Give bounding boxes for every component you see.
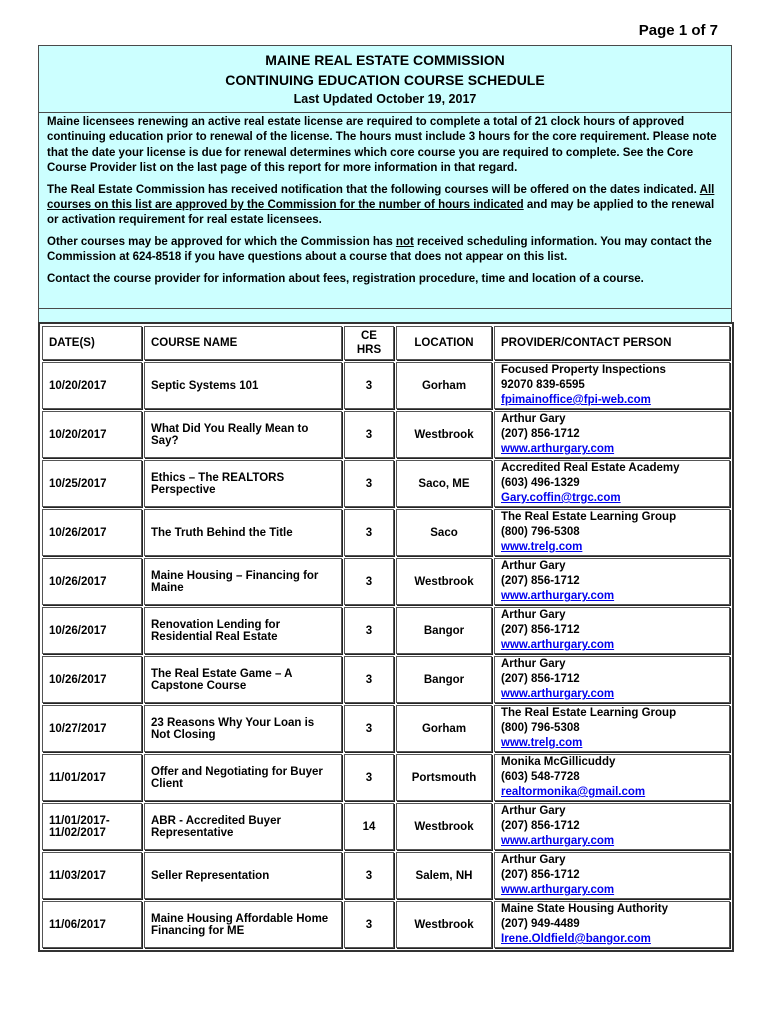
provider-phone: (603) 496-1329: [501, 477, 580, 489]
para2-start: The Real Estate Commission has received notification that the following courses will be offered on the dates indicated.: [47, 183, 700, 196]
provider-link[interactable]: www.arthurgary.com: [501, 835, 615, 847]
provider-link[interactable]: www.arthurgary.com: [501, 688, 615, 700]
provider-contact: [494, 754, 730, 801]
course-location: Westbrook: [396, 411, 492, 458]
course-name: Septic Systems 101: [144, 362, 342, 409]
provider-contact: [494, 411, 730, 458]
provider-phone: 92070 839-6595: [501, 379, 585, 391]
course-hours: 3: [344, 705, 394, 752]
course-date: 11/03/2017: [42, 852, 142, 899]
intro-paragraph-1: Maine licensees renewing an active real estate license are required to complete a total of 21 clock hours of approved continuing education prior to renewal of the license. The hours must include 3 hours for the core requirement. Please note that the date your license is due for renewal determines which core course you are required to complete. See the Core Course Provider list on the last page of this report for more information in that regard.: [47, 116, 717, 175]
course-hours: 14: [344, 803, 394, 850]
course-name: Ethics – The REALTORS Perspective: [144, 460, 342, 507]
provider-link[interactable]: www.arthurgary.com: [501, 443, 615, 455]
para2-end: and may be applied to the renewal or activation requirement for real estate licensees.: [47, 199, 715, 227]
course-hours: 3: [344, 901, 394, 948]
course-hours: 3: [344, 509, 394, 556]
course-location: Salem, NH: [396, 852, 492, 899]
provider-phone: (207) 949-4489: [501, 918, 580, 930]
provider-name: Monika McGillicuddy: [501, 756, 616, 768]
course-date: 10/20/2017: [42, 362, 142, 409]
course-date: 10/26/2017: [42, 656, 142, 703]
course-location: Bangor: [396, 656, 492, 703]
table-row: [42, 852, 730, 899]
course-name: The Real Estate Game – A Capstone Course: [144, 656, 342, 703]
course-hours: 3: [344, 607, 394, 654]
table-row: [42, 656, 730, 703]
provider-phone: (800) 796-5308: [501, 722, 580, 734]
provider-phone: (207) 856-1712: [501, 869, 580, 881]
table-row: [42, 901, 730, 948]
course-name: Maine Housing Affordable Home Financing for ME: [144, 901, 342, 948]
course-hours: 3: [344, 362, 394, 409]
intro-paragraph-3: [47, 235, 723, 266]
provider-contact: [494, 558, 730, 605]
provider-name: Arthur Gary: [501, 854, 566, 866]
course-hours: 3: [344, 852, 394, 899]
provider-name: Arthur Gary: [501, 560, 566, 572]
course-hours: 3: [344, 656, 394, 703]
course-location: Saco, ME: [396, 460, 492, 507]
intro-paragraph-2: [47, 183, 723, 229]
course-name: ABR - Accredited Buyer Representative: [144, 803, 342, 850]
provider-phone: (207) 856-1712: [501, 673, 580, 685]
provider-contact: [494, 460, 730, 507]
provider-phone: (207) 856-1712: [501, 820, 580, 832]
provider-link[interactable]: realtormonika@gmail.com: [501, 786, 646, 798]
provider-phone: (207) 856-1712: [501, 575, 580, 587]
course-date: 11/01/2017: [42, 754, 142, 801]
provider-link[interactable]: www.arthurgary.com: [501, 590, 615, 602]
provider-link[interactable]: www.trelg.com: [501, 737, 583, 749]
course-location: Saco: [396, 509, 492, 556]
para3-underlined: not: [395, 235, 414, 248]
course-date: 11/06/2017: [42, 901, 142, 948]
provider-contact: [494, 362, 730, 409]
course-schedule-table: [38, 322, 734, 952]
header-hours-line2: HRS: [356, 344, 382, 356]
commission-title: MAINE REAL ESTATE COMMISSION: [265, 52, 505, 68]
provider-phone: (603) 548-7728: [501, 771, 580, 783]
course-location: Gorham: [396, 362, 492, 409]
provider-contact: [494, 607, 730, 654]
provider-contact: [494, 656, 730, 703]
intro-text: [39, 113, 731, 287]
course-date: 11/01/2017- 11/02/2017: [42, 803, 142, 850]
provider-name: Arthur Gary: [501, 413, 566, 425]
provider-contact: [494, 901, 730, 948]
provider-link[interactable]: www.arthurgary.com: [501, 884, 615, 896]
table-row: [42, 803, 730, 850]
table-row: [42, 754, 730, 801]
last-updated: Last Updated October 19, 2017: [293, 92, 477, 106]
title-area: [39, 46, 731, 113]
provider-contact: [494, 852, 730, 899]
course-location: Westbrook: [396, 901, 492, 948]
course-name: What Did You Really Mean to Say?: [144, 411, 342, 458]
provider-name: Arthur Gary: [501, 805, 566, 817]
provider-name: Focused Property Inspections: [501, 364, 666, 376]
provider-name: Maine State Housing Authority: [501, 903, 668, 915]
course-name: Maine Housing – Financing for Maine: [144, 558, 342, 605]
table-row: [42, 705, 730, 752]
course-location: Bangor: [396, 607, 492, 654]
course-name: The Truth Behind the Title: [144, 509, 342, 556]
schedule-title: CONTINUING EDUCATION COURSE SCHEDULE: [225, 72, 545, 88]
course-location: Westbrook: [396, 558, 492, 605]
para3-end: received scheduling information. You may contact the Commission at 624-8518 if you have questions about a course that does not appear on this list.: [47, 235, 712, 264]
provider-name: The Real Estate Learning Group: [501, 707, 677, 719]
course-date: 10/20/2017: [42, 411, 142, 458]
provider-name: Arthur Gary: [501, 609, 566, 621]
provider-phone: (207) 856-1712: [501, 428, 580, 440]
course-hours: 3: [344, 460, 394, 507]
header-divider: [39, 308, 731, 309]
table-row: [42, 362, 730, 409]
provider-link[interactable]: www.trelg.com: [501, 541, 583, 553]
table-row: [42, 558, 730, 605]
intro-paragraph-4: Contact the course provider for information about fees, registration procedure, time and location of a course.: [47, 272, 644, 285]
course-name: Renovation Lending for Residential Real Estate: [144, 607, 342, 654]
course-hours: 3: [344, 558, 394, 605]
table-row: [42, 607, 730, 654]
header-date: DATE(S): [42, 326, 142, 360]
provider-link[interactable]: www.arthurgary.com: [501, 639, 615, 651]
provider-link[interactable]: Irene.Oldfield@bangor.com: [501, 933, 651, 945]
header-hours-line1: CE: [361, 330, 377, 342]
course-hours: 3: [344, 754, 394, 801]
provider-name: The Real Estate Learning Group: [501, 511, 677, 523]
header-location: LOCATION: [396, 326, 492, 360]
page-number: Page 1 of 7: [638, 22, 718, 39]
course-location: Westbrook: [396, 803, 492, 850]
provider-phone: (207) 856-1712: [501, 624, 580, 636]
table-row: [42, 460, 730, 507]
header-box: [38, 45, 732, 323]
table-row: [42, 411, 730, 458]
course-name: Offer and Negotiating for Buyer Client: [144, 754, 342, 801]
course-date: 10/26/2017: [42, 509, 142, 556]
provider-link[interactable]: fpimainoffice@fpi-web.com: [501, 394, 651, 406]
para3-start: Other courses may be approved for which the Commission has: [47, 235, 396, 248]
course-location: Portsmouth: [396, 754, 492, 801]
provider-name: Arthur Gary: [501, 658, 566, 670]
course-hours: 3: [344, 411, 394, 458]
provider-name: Accredited Real Estate Academy: [501, 462, 680, 474]
course-date: 10/26/2017: [42, 607, 142, 654]
table-row: [42, 509, 730, 556]
course-date: 10/26/2017: [42, 558, 142, 605]
header-hours: [344, 326, 394, 360]
provider-contact: [494, 705, 730, 752]
header-provider: PROVIDER/CONTACT PERSON: [494, 326, 730, 360]
provider-phone: (800) 796-5308: [501, 526, 580, 538]
course-name: 23 Reasons Why Your Loan is Not Closing: [144, 705, 342, 752]
provider-link[interactable]: Gary.coffin@trgc.com: [501, 492, 621, 504]
course-name: Seller Representation: [144, 852, 342, 899]
header-course: COURSE NAME: [144, 326, 342, 360]
course-date: 10/25/2017: [42, 460, 142, 507]
provider-contact: [494, 509, 730, 556]
provider-contact: [494, 803, 730, 850]
para2-underlined: All courses on this list are approved by the Commission for the number of hours indicated: [47, 183, 715, 212]
course-location: Gorham: [396, 705, 492, 752]
course-date: 10/27/2017: [42, 705, 142, 752]
table-header-row: [42, 326, 730, 360]
